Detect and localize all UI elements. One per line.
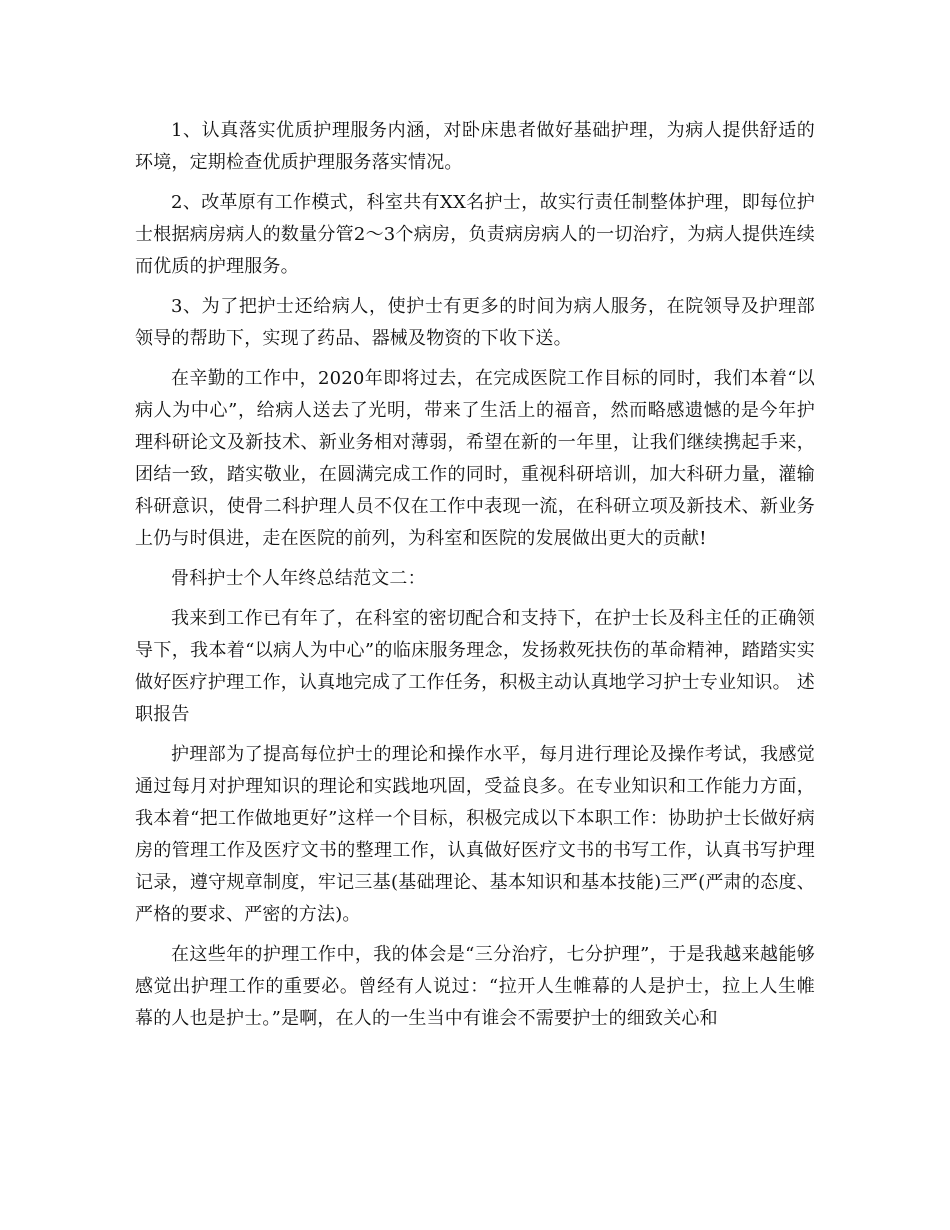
document-body [135, 115, 815, 1043]
paragraph-item-3: 3、为了把护士还给病人，使护士有更多的时间为病人服务，在院领导及护理部领导的帮助下，实现了药品、器械及物资的下收下送。 [135, 296, 815, 349]
section-heading: 骨科护士个人年终总结范文二： [171, 568, 426, 589]
paragraph-intro: 我来到工作已有年了，在科室的密切配合和支持下，在护士长及科主任的正确领导下，我本着“以病人为中心”的临床服务理念，发扬救死扶伤的革命精神，踏踏实实做好医疗护理工作，认真地完成了工作任务，积极主动认真地学习护士专业知识。 述职报告 [135, 608, 815, 725]
paragraph-item-1: 1、认真落实优质护理服务内涵，对卧床患者做好基础护理，为病人提供舒适的环境，定期检查优质护理服务落实情况。 [135, 120, 815, 173]
paragraph-training: 护理部为了提高每位护士的理论和操作水平，每月进行理论及操作考试，我感觉通过每月对护理知识的理论和实践地巩固，受益良多。在专业知识和工作能力方面，我本着“把工作做地更好”这样一个目标，积极完成以下本职工作：协助护士长做好病房的管理工作及医疗文书的整理工作，认真做好医疗文书的书写工作，认真书写护理记录，遵守规章制度，牢记三基(基础理论、基本知识和基本技能)三严(严肃的态度、严格的要求、严密的方法)。 [135, 744, 815, 925]
paragraph-summary: 在辛勤的工作中，2020年即将过去，在完成医院工作目标的同时，我们本着“以病人为中心”，给病人送去了光明，带来了生活上的福音，然而略感遗憾的是今年护理科研论文及新技术、新业务相对薄弱，希望在新的一年里，让我们继续携起手来，团结一致，踏实敬业，在圆满完成工作的同时，重视科研培训，加大科研力量，灌输科研意识，使骨二科护理人员不仅在工作中表现一流，在科研立项及新技术、新业务上仍与时俱进，走在医院的前列，为科室和医院的发展做出更大的贡献! [135, 368, 815, 549]
paragraph-item-2: 2、改革原有工作模式，科室共有XX名护士，故实行责任制整体护理，即每位护士根据病房病人的数量分管2～3个病房，负责病房病人的一切治疗，为病人提供连续而优质的护理服务。 [135, 192, 815, 277]
paragraph-experience: 在这些年的护理工作中，我的体会是“三分治疗，七分护理”，于是我越来越能够感觉出护理工作的重要必。曾经有人说过：“拉开人生帷幕的人是护士，拉上人生帷幕的人也是护士。”是啊，在人的一生当中有谁会不需要护士的细致关心和 [135, 944, 815, 1029]
